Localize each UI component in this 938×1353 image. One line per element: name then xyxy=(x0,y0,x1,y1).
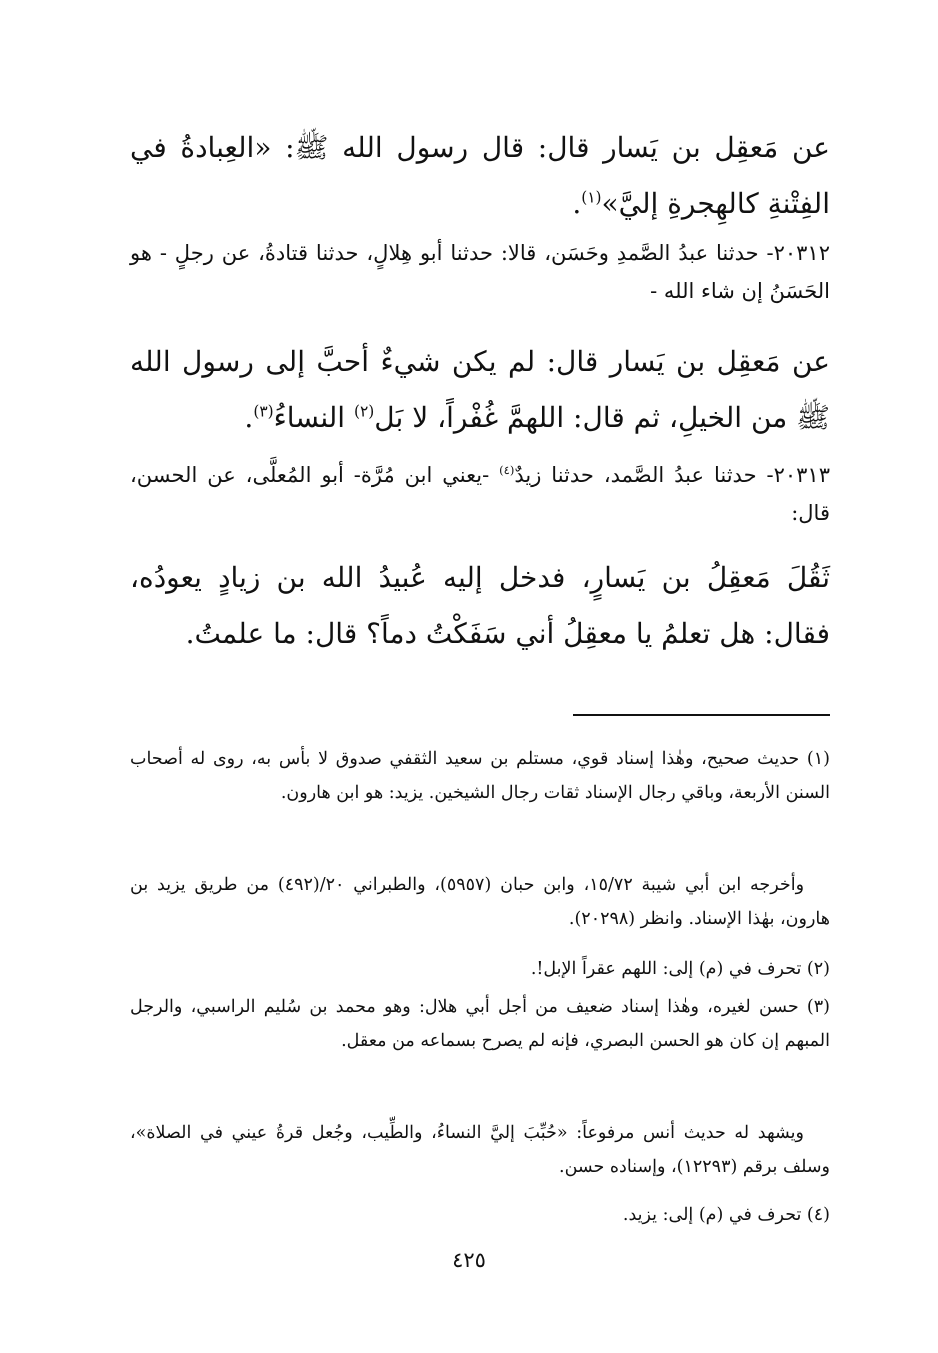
footnote-3: (٣) حسن لغيره، وهٰذا إسناد ضعيف من أجل أبي هلال: وهو محمد بن سُليم الراسبي، والرجل المبهم إن كان هو الحسن البصري، فإنه لم يصرح بسماعه من معقل. xyxy=(130,997,830,1051)
hadith-text-2-content: عن مَعقِل بن يَسار قال: لم يكن شيءٌ أحبَّ إلى رسول الله ﷺ من الخيلِ، ثم قال: اللهمَّ غُفْراً، لا بَل xyxy=(130,345,830,434)
hadith-text-3: ثَقُلَ مَعقِلُ بن يَسارٍ، فدخل إليه عُبيدُ الله بن زيادٍ يعودُه، فقال: هل تعلمُ يا معقِلُ أني سَفَكْتُ دماً؟ قال: ما علمتُ. xyxy=(130,561,830,650)
hadith-text-2 xyxy=(130,334,830,446)
hadith-text-1-end: . xyxy=(572,187,582,220)
footnote-1-continued: وأخرجه ابن أبي شيبة ١٥/٧٢، وابن حبان (٥٩٥٧)، والطبراني ٢٠/(٤٩٢) من طريق يزيد بن هارون، بهٰذا الإسناد. وانظر (٢٠٢٩٨). xyxy=(130,875,830,929)
hadith-text-2-continued: النساءُ xyxy=(273,401,354,434)
hadith-text-1 xyxy=(130,120,830,232)
footnote-4: (٤) تحرف في (م) إلى: يزيد. xyxy=(622,1205,830,1225)
page-number: ٤٢٥ xyxy=(452,1248,486,1272)
isnad-20312: ٢٠٣١٢- حدثنا عبدُ الصَّمدِ وحَسَن، قالا: حدثنا أبو هِلالٍ، حدثنا قتادةُ، عن رجلٍ - هو الحَسَنُ إن شاء الله - xyxy=(130,241,830,303)
footnote-ref-3: (٣) xyxy=(253,402,274,421)
footnote-ref-1: (١) xyxy=(581,188,602,207)
footnote-3-continued: ويشهد له حديث أنس مرفوعاً: «حُبِّبَ إليَّ النساءُ، والطِّيب، وجُعل قرةُ عيني في الصلاة»، وسلف برقم (١٢٢٩٣)، وإسناده حسن. xyxy=(130,1123,830,1177)
footnote-1: (١) حديث صحيح، وهٰذا إسناد قوي، مستلم بن سعيد الثقفي صدوق لا بأس به، روى له أصحاب السنن الأربعة، وباقي رجال الإسناد ثقات رجال الشيخين. يزيد: هو ابن هارون. xyxy=(130,749,830,803)
isnad-20313 xyxy=(130,456,830,532)
hadith-text-2-end: . xyxy=(244,401,254,434)
footnote-ref-2: (٢) xyxy=(353,402,375,421)
isnad-20313-content: ٢٠٣١٣- حدثنا عبدُ الصَّمد، حدثنا زيدٌ xyxy=(514,463,830,487)
footnote-ref-4: (٤) xyxy=(499,463,515,477)
hadith-text-1-content: عن مَعقِل بن يَسار قال: قال رسول الله ﷺ: «العِبادةُ في الفِتْنةِ كالهِجرةِ إليَّ» xyxy=(130,131,830,220)
footnote-divider xyxy=(573,714,830,716)
isnad-20313-continued: -يعني ابن مُرَّة- أبو المُعلَّى، عن الحسن، قال: xyxy=(130,463,830,525)
footnote-2: (٢) تحرف في (م) إلى: اللهم عقراً الإبل!. xyxy=(530,959,830,979)
